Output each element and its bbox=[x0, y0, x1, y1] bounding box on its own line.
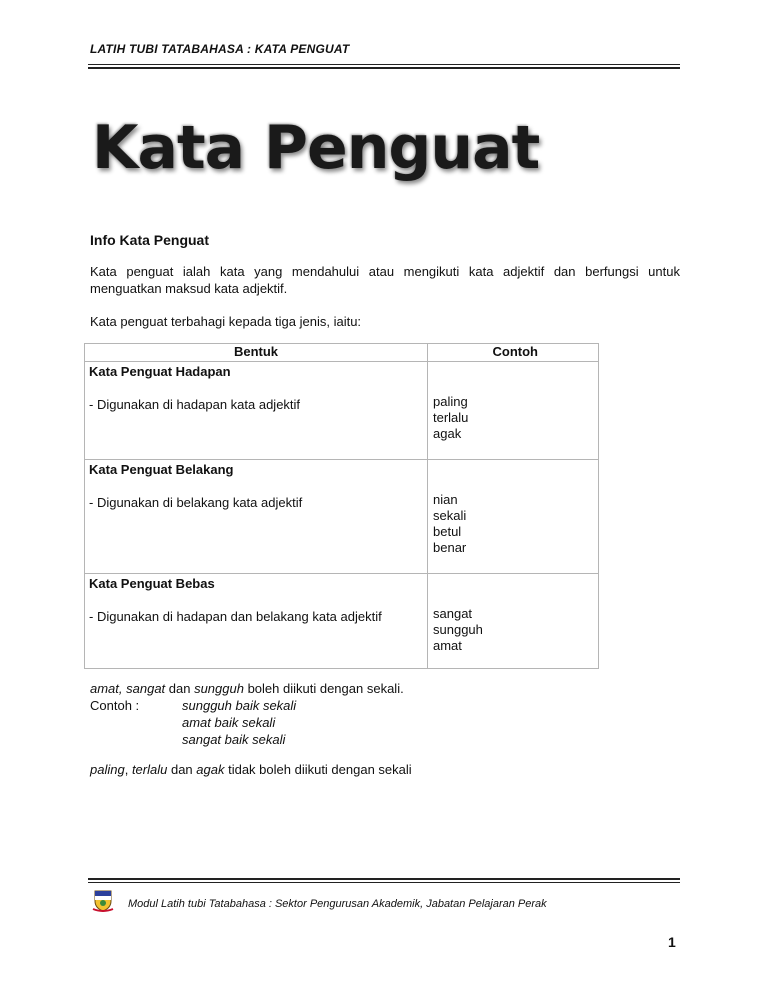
contoh-block bbox=[90, 697, 404, 748]
note-italic: terlalu bbox=[131, 762, 168, 777]
note-text: dan bbox=[167, 762, 197, 777]
note-italic: paling bbox=[90, 762, 125, 777]
bentuk-desc: - Digunakan di hadapan dan belakang kata adjektif bbox=[89, 609, 382, 624]
page-header-title: LATIH TUBI TATABAHASA : KATA PENGUAT bbox=[90, 42, 350, 56]
note-italic: amat, sangat bbox=[90, 681, 166, 696]
bentuk-name: Kata Penguat Belakang bbox=[89, 462, 234, 477]
contoh-cell bbox=[428, 574, 599, 669]
bentuk-name: Kata Penguat Hadapan bbox=[89, 364, 231, 379]
table-row bbox=[85, 460, 599, 574]
contoh-label: Contoh : bbox=[90, 698, 140, 713]
note-italic: sungguh bbox=[194, 681, 244, 696]
example-word: amat bbox=[433, 638, 462, 653]
table-row bbox=[85, 574, 599, 669]
example-word: nian bbox=[433, 492, 458, 507]
footer-rule-top bbox=[88, 878, 680, 880]
kata-penguat-table bbox=[84, 343, 599, 669]
notes-block bbox=[90, 680, 404, 748]
state-crest-icon bbox=[92, 888, 114, 912]
info-paragraph-1: Kata penguat ialah kata yang mendahului atau mengikuti kata adjektif dan berfungsi untuk menguatkan maksud kata adjektif. bbox=[90, 264, 680, 296]
column-header-bentuk: Bentuk bbox=[85, 344, 428, 362]
bentuk-cell bbox=[85, 460, 428, 574]
contoh-item: amat baik sekali bbox=[182, 715, 276, 730]
table-row bbox=[85, 362, 599, 460]
kata-penguat-logo: Kata Penguat bbox=[92, 113, 540, 183]
bentuk-desc: - Digunakan di belakang kata adjektif bbox=[89, 495, 303, 510]
example-word: betul bbox=[433, 524, 462, 539]
table-header-row bbox=[85, 344, 599, 362]
example-word: sangat bbox=[433, 606, 473, 621]
example-word: paling bbox=[433, 394, 468, 409]
bentuk-cell bbox=[85, 362, 428, 460]
note-text: boleh diikuti dengan sekali. bbox=[243, 681, 404, 696]
note-text: dan bbox=[165, 681, 195, 696]
contoh-cell bbox=[428, 362, 599, 460]
example-word: sungguh bbox=[433, 622, 483, 637]
header-rule-top bbox=[88, 64, 680, 65]
footer-text: Modul Latih tubi Tatabahasa : Sektor Pengurusan Akademik, Jabatan Pelajaran Perak bbox=[128, 898, 547, 910]
bentuk-cell bbox=[85, 574, 428, 669]
info-paragraph-2: Kata penguat terbahagi kepada tiga jenis, iaitu: bbox=[90, 314, 362, 329]
note-text: tidak boleh diikuti dengan sekali bbox=[224, 762, 412, 777]
example-word: sekali bbox=[433, 508, 467, 523]
example-word: agak bbox=[433, 426, 462, 441]
page-number: 1 bbox=[668, 934, 676, 950]
example-word: terlalu bbox=[433, 410, 469, 425]
column-header-contoh: Contoh bbox=[428, 344, 599, 362]
note-text: , bbox=[124, 762, 132, 777]
header-rule-bottom bbox=[88, 67, 680, 69]
example-word: benar bbox=[433, 540, 467, 555]
note-line-1 bbox=[90, 680, 404, 697]
bentuk-desc: - Digunakan di hadapan kata adjektif bbox=[89, 397, 301, 412]
bentuk-name: Kata Penguat Bebas bbox=[89, 576, 215, 591]
contoh-item: sungguh baik sekali bbox=[182, 698, 297, 713]
contoh-cell bbox=[428, 460, 599, 574]
contoh-item: sangat baik sekali bbox=[182, 732, 286, 747]
footer-rule-bottom bbox=[88, 882, 680, 883]
info-title: Info Kata Penguat bbox=[90, 232, 210, 248]
note-italic: agak bbox=[196, 762, 225, 777]
note-line-2 bbox=[90, 762, 412, 777]
